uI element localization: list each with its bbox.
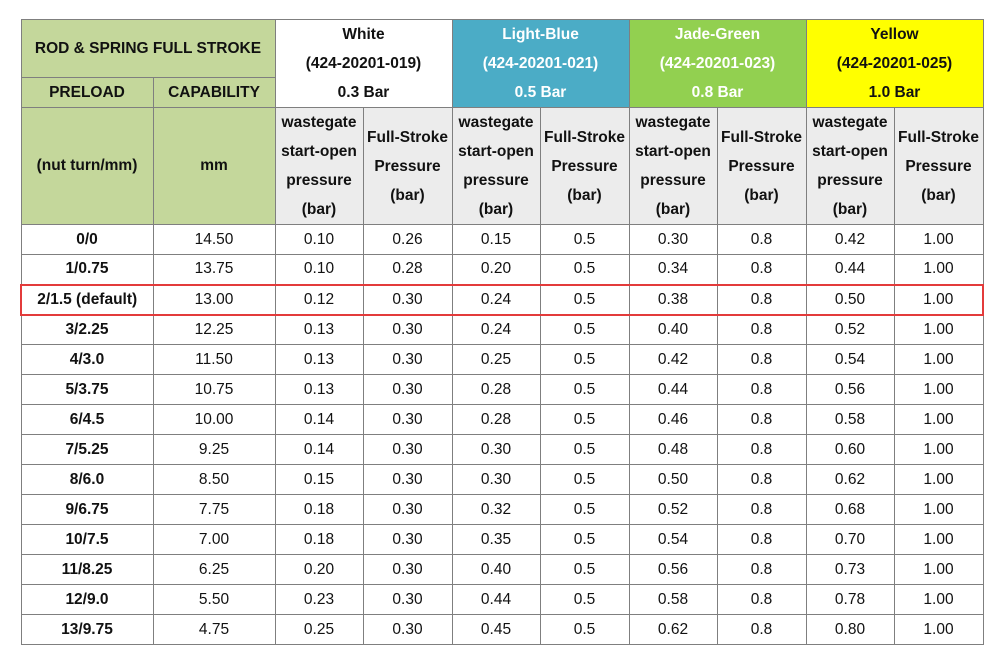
- group-jade-green-bar: 0.8 Bar: [691, 84, 744, 101]
- capability-cell: 7.75: [153, 495, 275, 525]
- start-open-value-cell: 0.45: [452, 615, 540, 645]
- capability-cell: 5.50: [153, 585, 275, 615]
- preload-cell: 7/5.25: [21, 435, 153, 465]
- full-stroke-value-cell: 0.5: [540, 555, 629, 585]
- start-open-value-cell: 0.12: [275, 285, 363, 315]
- table-row: [21, 435, 983, 465]
- full-stroke-value-cell: 0.5: [540, 345, 629, 375]
- full-stroke-value-cell: 0.30: [363, 525, 452, 555]
- start-open-value-cell: 0.40: [629, 315, 717, 345]
- start-open-value-cell: 0.46: [629, 405, 717, 435]
- full-stroke-value-cell: 0.5: [540, 585, 629, 615]
- full-stroke-value-cell: 1.00: [894, 315, 983, 345]
- capability-cell: 13.75: [153, 255, 275, 285]
- start-open-value-cell: 0.54: [629, 525, 717, 555]
- full-stroke-value-cell: 1.00: [894, 375, 983, 405]
- full-stroke-header: Full-Stroke Pressure (bar): [717, 108, 806, 225]
- group-white-name: White: [342, 26, 385, 43]
- start-open-value-cell: 0.23: [275, 585, 363, 615]
- full-stroke-value-cell: 0.5: [540, 315, 629, 345]
- capability-cell: 9.25: [153, 435, 275, 465]
- group-yellow-bar: 1.0 Bar: [868, 84, 921, 101]
- start-open-value-cell: 0.30: [629, 225, 717, 255]
- group-jade-green-header: [629, 20, 806, 108]
- full-stroke-value-cell: 0.30: [363, 405, 452, 435]
- full-stroke-value-cell: 0.30: [363, 495, 452, 525]
- start-open-value-cell: 0.44: [806, 255, 894, 285]
- start-open-value-cell: 0.42: [629, 345, 717, 375]
- start-open-value-cell: 0.62: [806, 465, 894, 495]
- full-stroke-value-cell: 0.30: [363, 285, 452, 315]
- group-jade-green-name: Jade-Green: [674, 26, 761, 43]
- start-open-header: wastegate start-open pressure (bar): [629, 108, 717, 225]
- table-row: [21, 405, 983, 435]
- full-stroke-value-cell: 0.8: [717, 285, 806, 315]
- capability-unit-header: mm: [153, 108, 275, 225]
- capability-header: CAPABILITY: [153, 78, 275, 108]
- table-row: [21, 375, 983, 405]
- start-open-value-cell: 0.28: [452, 375, 540, 405]
- group-white-part: (424-20201-019): [305, 55, 422, 72]
- full-stroke-value-cell: 0.8: [717, 225, 806, 255]
- preload-cell: 11/8.25: [21, 555, 153, 585]
- table-row: [21, 495, 983, 525]
- start-open-value-cell: 0.68: [806, 495, 894, 525]
- start-open-value-cell: 0.48: [629, 435, 717, 465]
- group-white-header: [275, 20, 452, 108]
- full-stroke-value-cell: 0.8: [717, 555, 806, 585]
- start-open-value-cell: 0.13: [275, 345, 363, 375]
- group-yellow-part: (424-20201-025): [836, 55, 953, 72]
- start-open-value-cell: 0.54: [806, 345, 894, 375]
- preload-cell: 10/7.5: [21, 525, 153, 555]
- full-stroke-value-cell: 0.5: [540, 375, 629, 405]
- full-stroke-value-cell: 0.5: [540, 495, 629, 525]
- full-stroke-value-cell: 0.5: [540, 225, 629, 255]
- start-open-value-cell: 0.15: [275, 465, 363, 495]
- full-stroke-value-cell: 0.5: [540, 465, 629, 495]
- start-open-value-cell: 0.14: [275, 405, 363, 435]
- start-open-value-cell: 0.42: [806, 225, 894, 255]
- table-title: ROD & SPRING FULL STROKE: [21, 20, 275, 78]
- start-open-value-cell: 0.10: [275, 255, 363, 285]
- capability-cell: 12.25: [153, 315, 275, 345]
- start-open-header: wastegate start-open pressure (bar): [806, 108, 894, 225]
- start-open-value-cell: 0.24: [452, 285, 540, 315]
- full-stroke-value-cell: 0.8: [717, 345, 806, 375]
- full-stroke-value-cell: 0.28: [363, 255, 452, 285]
- preload-unit-header: (nut turn/mm): [21, 108, 153, 225]
- group-white-bar: 0.3 Bar: [337, 84, 390, 101]
- table-row: [21, 255, 983, 285]
- start-open-value-cell: 0.80: [806, 615, 894, 645]
- start-open-value-cell: 0.50: [806, 285, 894, 315]
- table-row: [21, 525, 983, 555]
- preload-cell: 5/3.75: [21, 375, 153, 405]
- start-open-value-cell: 0.32: [452, 495, 540, 525]
- table-row: [21, 285, 983, 315]
- preload-cell: 2/1.5 (default): [21, 285, 153, 315]
- preload-cell: 12/9.0: [21, 585, 153, 615]
- group-light-blue-part: (424-20201-021): [482, 55, 599, 72]
- full-stroke-value-cell: 0.8: [717, 315, 806, 345]
- full-stroke-value-cell: 1.00: [894, 255, 983, 285]
- start-open-value-cell: 0.73: [806, 555, 894, 585]
- preload-cell: 3/2.25: [21, 315, 153, 345]
- full-stroke-value-cell: 0.8: [717, 465, 806, 495]
- start-open-value-cell: 0.60: [806, 435, 894, 465]
- table-row: [21, 225, 983, 255]
- full-stroke-value-cell: 0.8: [717, 435, 806, 465]
- full-stroke-value-cell: 0.30: [363, 315, 452, 345]
- capability-cell: 6.25: [153, 555, 275, 585]
- start-open-value-cell: 0.62: [629, 615, 717, 645]
- full-stroke-value-cell: 1.00: [894, 495, 983, 525]
- full-stroke-value-cell: 1.00: [894, 285, 983, 315]
- full-stroke-value-cell: 0.30: [363, 345, 452, 375]
- start-open-value-cell: 0.70: [806, 525, 894, 555]
- capability-cell: 14.50: [153, 225, 275, 255]
- start-open-header: wastegate start-open pressure (bar): [275, 108, 363, 225]
- start-open-value-cell: 0.30: [452, 465, 540, 495]
- full-stroke-value-cell: 0.5: [540, 405, 629, 435]
- full-stroke-value-cell: 0.8: [717, 495, 806, 525]
- preload-header: PRELOAD: [21, 78, 153, 108]
- full-stroke-value-cell: 0.5: [540, 435, 629, 465]
- full-stroke-value-cell: 0.30: [363, 375, 452, 405]
- start-open-value-cell: 0.58: [806, 405, 894, 435]
- table-row: [21, 585, 983, 615]
- start-open-value-cell: 0.18: [275, 495, 363, 525]
- full-stroke-value-cell: 1.00: [894, 615, 983, 645]
- start-open-value-cell: 0.24: [452, 315, 540, 345]
- group-jade-green-part: (424-20201-023): [659, 55, 776, 72]
- full-stroke-value-cell: 1.00: [894, 585, 983, 615]
- start-open-header: wastegate start-open pressure (bar): [452, 108, 540, 225]
- start-open-value-cell: 0.35: [452, 525, 540, 555]
- full-stroke-value-cell: 0.30: [363, 615, 452, 645]
- capability-cell: 8.50: [153, 465, 275, 495]
- table-row: [21, 315, 983, 345]
- full-stroke-value-cell: 1.00: [894, 225, 983, 255]
- start-open-value-cell: 0.20: [452, 255, 540, 285]
- capability-cell: 10.00: [153, 405, 275, 435]
- start-open-value-cell: 0.44: [629, 375, 717, 405]
- full-stroke-header: Full-Stroke Pressure (bar): [894, 108, 983, 225]
- full-stroke-value-cell: 0.30: [363, 585, 452, 615]
- full-stroke-value-cell: 0.5: [540, 255, 629, 285]
- table-row: [21, 465, 983, 495]
- full-stroke-value-cell: 0.30: [363, 465, 452, 495]
- preload-cell: 13/9.75: [21, 615, 153, 645]
- full-stroke-header: Full-Stroke Pressure (bar): [540, 108, 629, 225]
- full-stroke-value-cell: 0.30: [363, 555, 452, 585]
- start-open-value-cell: 0.25: [275, 615, 363, 645]
- group-light-blue-header: [452, 20, 629, 108]
- start-open-value-cell: 0.38: [629, 285, 717, 315]
- start-open-value-cell: 0.20: [275, 555, 363, 585]
- full-stroke-value-cell: 0.8: [717, 405, 806, 435]
- full-stroke-header: Full-Stroke Pressure (bar): [363, 108, 452, 225]
- capability-cell: 13.00: [153, 285, 275, 315]
- start-open-value-cell: 0.14: [275, 435, 363, 465]
- preload-cell: 9/6.75: [21, 495, 153, 525]
- full-stroke-value-cell: 0.5: [540, 615, 629, 645]
- start-open-value-cell: 0.10: [275, 225, 363, 255]
- table-row: [21, 345, 983, 375]
- preload-cell: 6/4.5: [21, 405, 153, 435]
- start-open-value-cell: 0.25: [452, 345, 540, 375]
- full-stroke-value-cell: 0.8: [717, 585, 806, 615]
- table-row: [21, 555, 983, 585]
- start-open-value-cell: 0.15: [452, 225, 540, 255]
- capability-cell: 10.75: [153, 375, 275, 405]
- full-stroke-value-cell: 0.8: [717, 255, 806, 285]
- full-stroke-value-cell: 1.00: [894, 435, 983, 465]
- start-open-value-cell: 0.78: [806, 585, 894, 615]
- spring-stroke-table: [20, 19, 984, 645]
- preload-cell: 0/0: [21, 225, 153, 255]
- start-open-value-cell: 0.50: [629, 465, 717, 495]
- start-open-value-cell: 0.13: [275, 375, 363, 405]
- group-yellow-header: [806, 20, 983, 108]
- preload-cell: 1/0.75: [21, 255, 153, 285]
- start-open-value-cell: 0.52: [806, 315, 894, 345]
- spring-table-container: [20, 19, 984, 645]
- full-stroke-value-cell: 0.8: [717, 375, 806, 405]
- full-stroke-value-cell: 1.00: [894, 555, 983, 585]
- preload-cell: 8/6.0: [21, 465, 153, 495]
- full-stroke-value-cell: 0.5: [540, 285, 629, 315]
- start-open-value-cell: 0.40: [452, 555, 540, 585]
- full-stroke-value-cell: 0.8: [717, 615, 806, 645]
- full-stroke-value-cell: 1.00: [894, 465, 983, 495]
- capability-cell: 7.00: [153, 525, 275, 555]
- group-light-blue-name: Light-Blue: [502, 26, 579, 43]
- start-open-value-cell: 0.13: [275, 315, 363, 345]
- full-stroke-value-cell: 1.00: [894, 405, 983, 435]
- start-open-value-cell: 0.58: [629, 585, 717, 615]
- full-stroke-value-cell: 1.00: [894, 525, 983, 555]
- start-open-value-cell: 0.56: [629, 555, 717, 585]
- full-stroke-value-cell: 1.00: [894, 345, 983, 375]
- full-stroke-value-cell: 0.5: [540, 525, 629, 555]
- table-row: [21, 615, 983, 645]
- full-stroke-value-cell: 0.26: [363, 225, 452, 255]
- full-stroke-value-cell: 0.30: [363, 435, 452, 465]
- start-open-value-cell: 0.56: [806, 375, 894, 405]
- group-light-blue-bar: 0.5 Bar: [514, 84, 567, 101]
- start-open-value-cell: 0.34: [629, 255, 717, 285]
- start-open-value-cell: 0.52: [629, 495, 717, 525]
- group-yellow-name: Yellow: [870, 26, 919, 43]
- start-open-value-cell: 0.44: [452, 585, 540, 615]
- start-open-value-cell: 0.28: [452, 405, 540, 435]
- capability-cell: 4.75: [153, 615, 275, 645]
- full-stroke-value-cell: 0.8: [717, 525, 806, 555]
- capability-cell: 11.50: [153, 345, 275, 375]
- preload-cell: 4/3.0: [21, 345, 153, 375]
- start-open-value-cell: 0.18: [275, 525, 363, 555]
- start-open-value-cell: 0.30: [452, 435, 540, 465]
